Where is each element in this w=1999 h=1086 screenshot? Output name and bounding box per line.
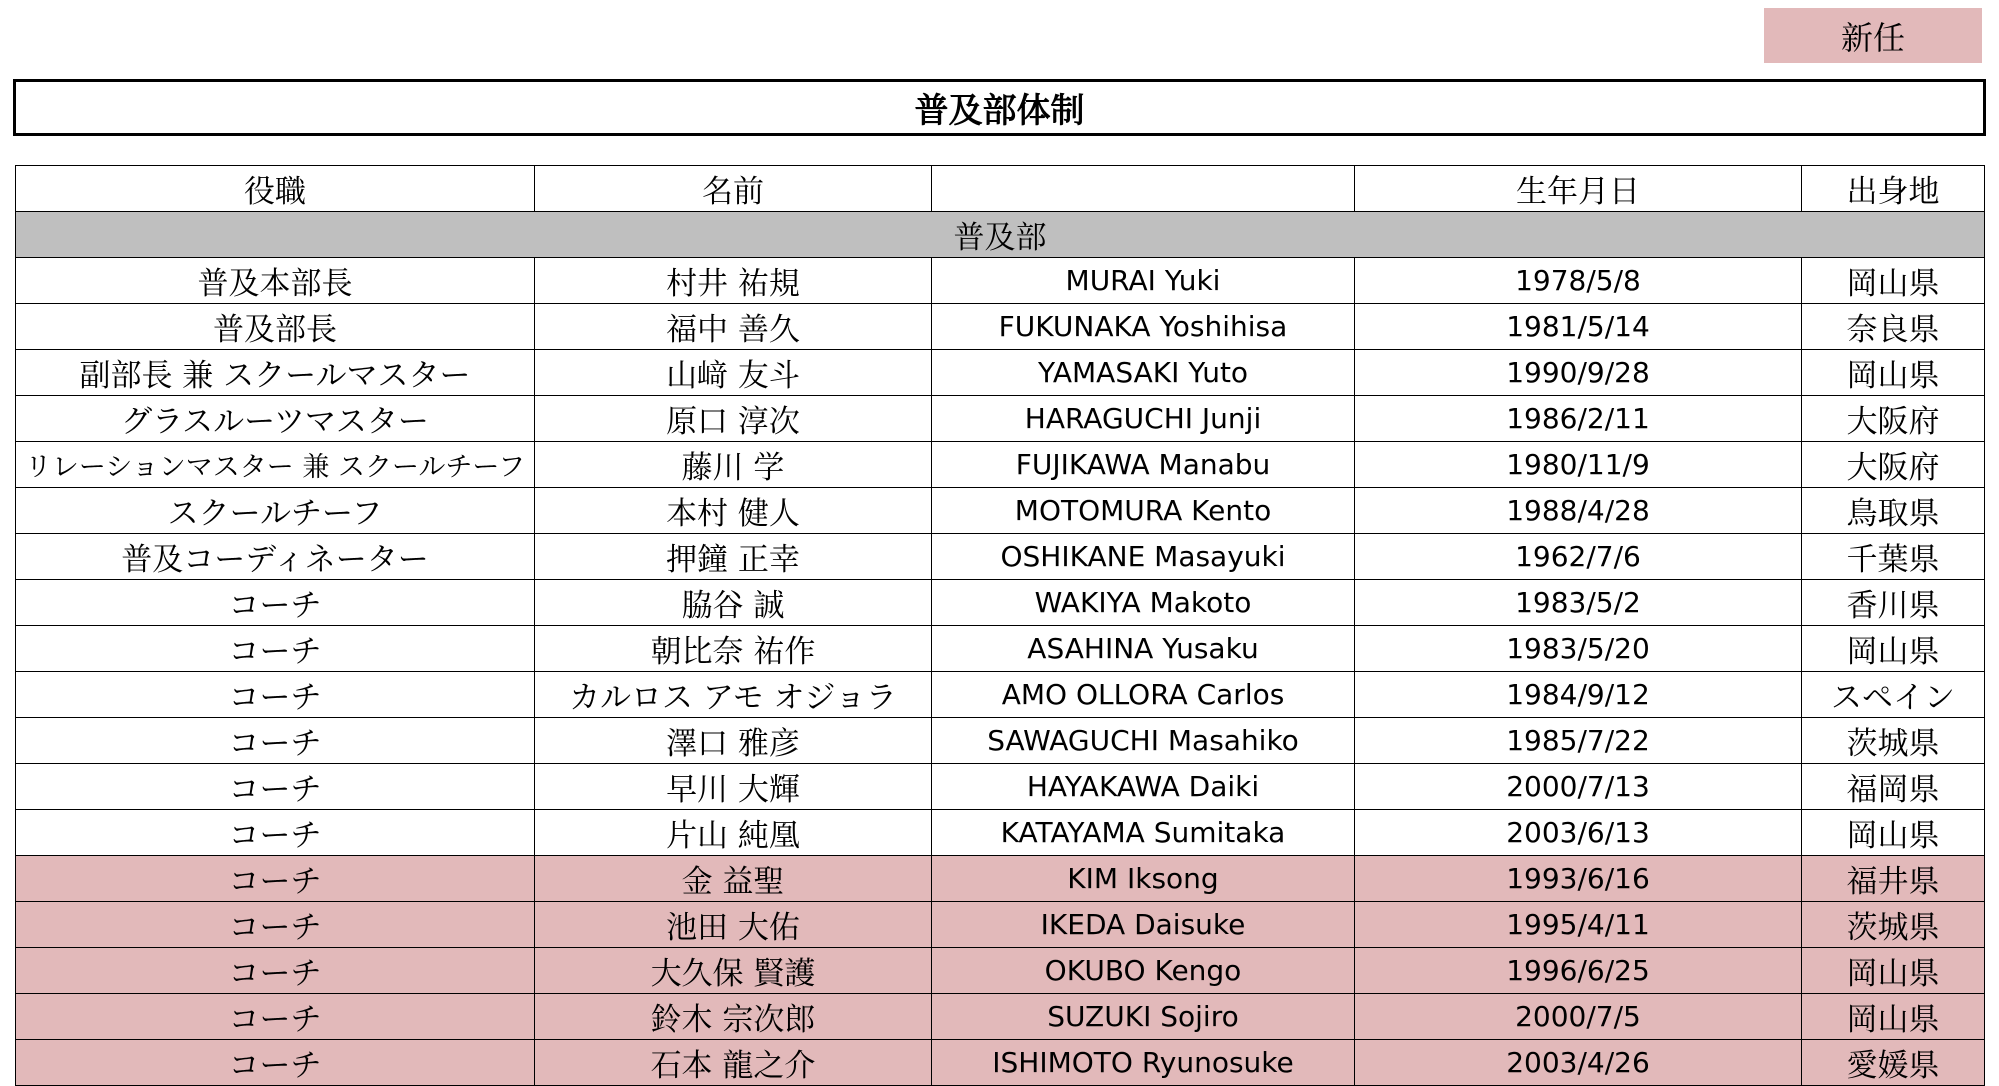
cell-birthplace: 岡山県 [1802, 810, 1985, 856]
cell-name: 石本 龍之介 [535, 1040, 932, 1086]
page-title: 普及部体制 [13, 79, 1986, 136]
table-row [16, 902, 1985, 948]
cell-romaji: KIM Iksong [932, 856, 1355, 902]
table-row [16, 258, 1985, 304]
table-row [16, 764, 1985, 810]
cell-name: 鈴木 宗次郎 [535, 994, 932, 1040]
cell-role: コーチ [16, 1040, 535, 1086]
cell-birthdate: 1985/7/22 [1355, 718, 1802, 764]
cell-name: 本村 健人 [535, 488, 932, 534]
staff-table [15, 165, 1985, 1086]
cell-name: 金 益聖 [535, 856, 932, 902]
cell-role: コーチ [16, 580, 535, 626]
cell-birthdate: 1984/9/12 [1355, 672, 1802, 718]
cell-birthdate: 2000/7/5 [1355, 994, 1802, 1040]
cell-name: 山﨑 友斗 [535, 350, 932, 396]
cell-role: コーチ [16, 902, 535, 948]
table-row [16, 994, 1985, 1040]
cell-romaji: MOTOMURA Kento [932, 488, 1355, 534]
cell-birthplace: 岡山県 [1802, 258, 1985, 304]
cell-romaji: KATAYAMA Sumitaka [932, 810, 1355, 856]
header-role: 役職 [16, 166, 535, 212]
cell-romaji: AMO OLLORA Carlos [932, 672, 1355, 718]
cell-birthdate: 1996/6/25 [1355, 948, 1802, 994]
header-birthplace: 出身地 [1802, 166, 1985, 212]
cell-role: コーチ [16, 718, 535, 764]
cell-romaji: OKUBO Kengo [932, 948, 1355, 994]
cell-romaji: SUZUKI Sojiro [932, 994, 1355, 1040]
cell-birthplace: 茨城県 [1802, 718, 1985, 764]
cell-name: カルロス アモ オジョラ [535, 672, 932, 718]
cell-role: 普及コーディネーター [16, 534, 535, 580]
cell-role: コーチ [16, 994, 535, 1040]
cell-name: 朝比奈 祐作 [535, 626, 932, 672]
cell-birthplace: 大阪府 [1802, 396, 1985, 442]
cell-romaji: ISHIMOTO Ryunosuke [932, 1040, 1355, 1086]
cell-role: コーチ [16, 672, 535, 718]
cell-birthplace: 千葉県 [1802, 534, 1985, 580]
cell-birthplace: 岡山県 [1802, 948, 1985, 994]
cell-birthplace: 岡山県 [1802, 350, 1985, 396]
cell-birthdate: 1983/5/20 [1355, 626, 1802, 672]
section-row [16, 212, 1985, 258]
cell-birthdate: 2003/6/13 [1355, 810, 1802, 856]
cell-name: 押鐘 正幸 [535, 534, 932, 580]
cell-name: 脇谷 誠 [535, 580, 932, 626]
table-row [16, 580, 1985, 626]
cell-birthdate: 2003/4/26 [1355, 1040, 1802, 1086]
table-row [16, 718, 1985, 764]
cell-role: リレーションマスター 兼 スクールチーフ [16, 442, 535, 488]
cell-birthplace: 奈良県 [1802, 304, 1985, 350]
table-row [16, 856, 1985, 902]
cell-birthplace: 茨城県 [1802, 902, 1985, 948]
table-row [16, 810, 1985, 856]
cell-birthplace: スペイン [1802, 672, 1985, 718]
header-row [16, 166, 1985, 212]
cell-romaji: YAMASAKI Yuto [932, 350, 1355, 396]
cell-romaji: FUJIKAWA Manabu [932, 442, 1355, 488]
cell-name: 池田 大佑 [535, 902, 932, 948]
table-row [16, 1040, 1985, 1086]
cell-birthplace: 愛媛県 [1802, 1040, 1985, 1086]
cell-name: 村井 祐規 [535, 258, 932, 304]
cell-birthdate: 1981/5/14 [1355, 304, 1802, 350]
table-row [16, 488, 1985, 534]
table-row [16, 396, 1985, 442]
cell-birthdate: 1986/2/11 [1355, 396, 1802, 442]
cell-role: 普及部長 [16, 304, 535, 350]
cell-name: 片山 純凰 [535, 810, 932, 856]
section-label: 普及部 [16, 212, 1985, 258]
cell-romaji: SAWAGUCHI Masahiko [932, 718, 1355, 764]
cell-birthdate: 1995/4/11 [1355, 902, 1802, 948]
cell-role: コーチ [16, 764, 535, 810]
cell-romaji: WAKIYA Makoto [932, 580, 1355, 626]
cell-role: グラスルーツマスター [16, 396, 535, 442]
cell-name: 澤口 雅彦 [535, 718, 932, 764]
cell-birthplace: 岡山県 [1802, 994, 1985, 1040]
cell-birthdate: 1983/5/2 [1355, 580, 1802, 626]
header-romaji [932, 166, 1355, 212]
cell-birthplace: 福岡県 [1802, 764, 1985, 810]
cell-name: 早川 大輝 [535, 764, 932, 810]
table-row [16, 350, 1985, 396]
cell-birthdate: 1988/4/28 [1355, 488, 1802, 534]
new-staff-legend: 新任 [1764, 8, 1982, 63]
cell-birthdate: 1980/11/9 [1355, 442, 1802, 488]
cell-romaji: FUKUNAKA Yoshihisa [932, 304, 1355, 350]
cell-birthdate: 1990/9/28 [1355, 350, 1802, 396]
cell-birthplace: 鳥取県 [1802, 488, 1985, 534]
cell-name: 藤川 学 [535, 442, 932, 488]
cell-romaji: MURAI Yuki [932, 258, 1355, 304]
table-row [16, 304, 1985, 350]
table-row [16, 626, 1985, 672]
cell-romaji: IKEDA Daisuke [932, 902, 1355, 948]
cell-role: コーチ [16, 810, 535, 856]
cell-birthdate: 2000/7/13 [1355, 764, 1802, 810]
cell-romaji: OSHIKANE Masayuki [932, 534, 1355, 580]
header-birthdate: 生年月日 [1355, 166, 1802, 212]
cell-role: スクールチーフ [16, 488, 535, 534]
cell-birthplace: 大阪府 [1802, 442, 1985, 488]
cell-romaji: HARAGUCHI Junji [932, 396, 1355, 442]
table-row [16, 672, 1985, 718]
cell-role: 副部長 兼 スクールマスター [16, 350, 535, 396]
cell-romaji: HAYAKAWA Daiki [932, 764, 1355, 810]
header-name: 名前 [535, 166, 932, 212]
cell-birthplace: 岡山県 [1802, 626, 1985, 672]
table-row [16, 442, 1985, 488]
cell-role: コーチ [16, 626, 535, 672]
cell-birthdate: 1993/6/16 [1355, 856, 1802, 902]
cell-role: コーチ [16, 948, 535, 994]
table-row [16, 948, 1985, 994]
cell-birthplace: 福井県 [1802, 856, 1985, 902]
cell-name: 大久保 賢護 [535, 948, 932, 994]
cell-birthdate: 1962/7/6 [1355, 534, 1802, 580]
cell-role: コーチ [16, 856, 535, 902]
cell-name: 福中 善久 [535, 304, 932, 350]
cell-birthplace: 香川県 [1802, 580, 1985, 626]
cell-role: 普及本部長 [16, 258, 535, 304]
table-row [16, 534, 1985, 580]
cell-romaji: ASAHINA Yusaku [932, 626, 1355, 672]
cell-birthdate: 1978/5/8 [1355, 258, 1802, 304]
cell-name: 原口 淳次 [535, 396, 932, 442]
